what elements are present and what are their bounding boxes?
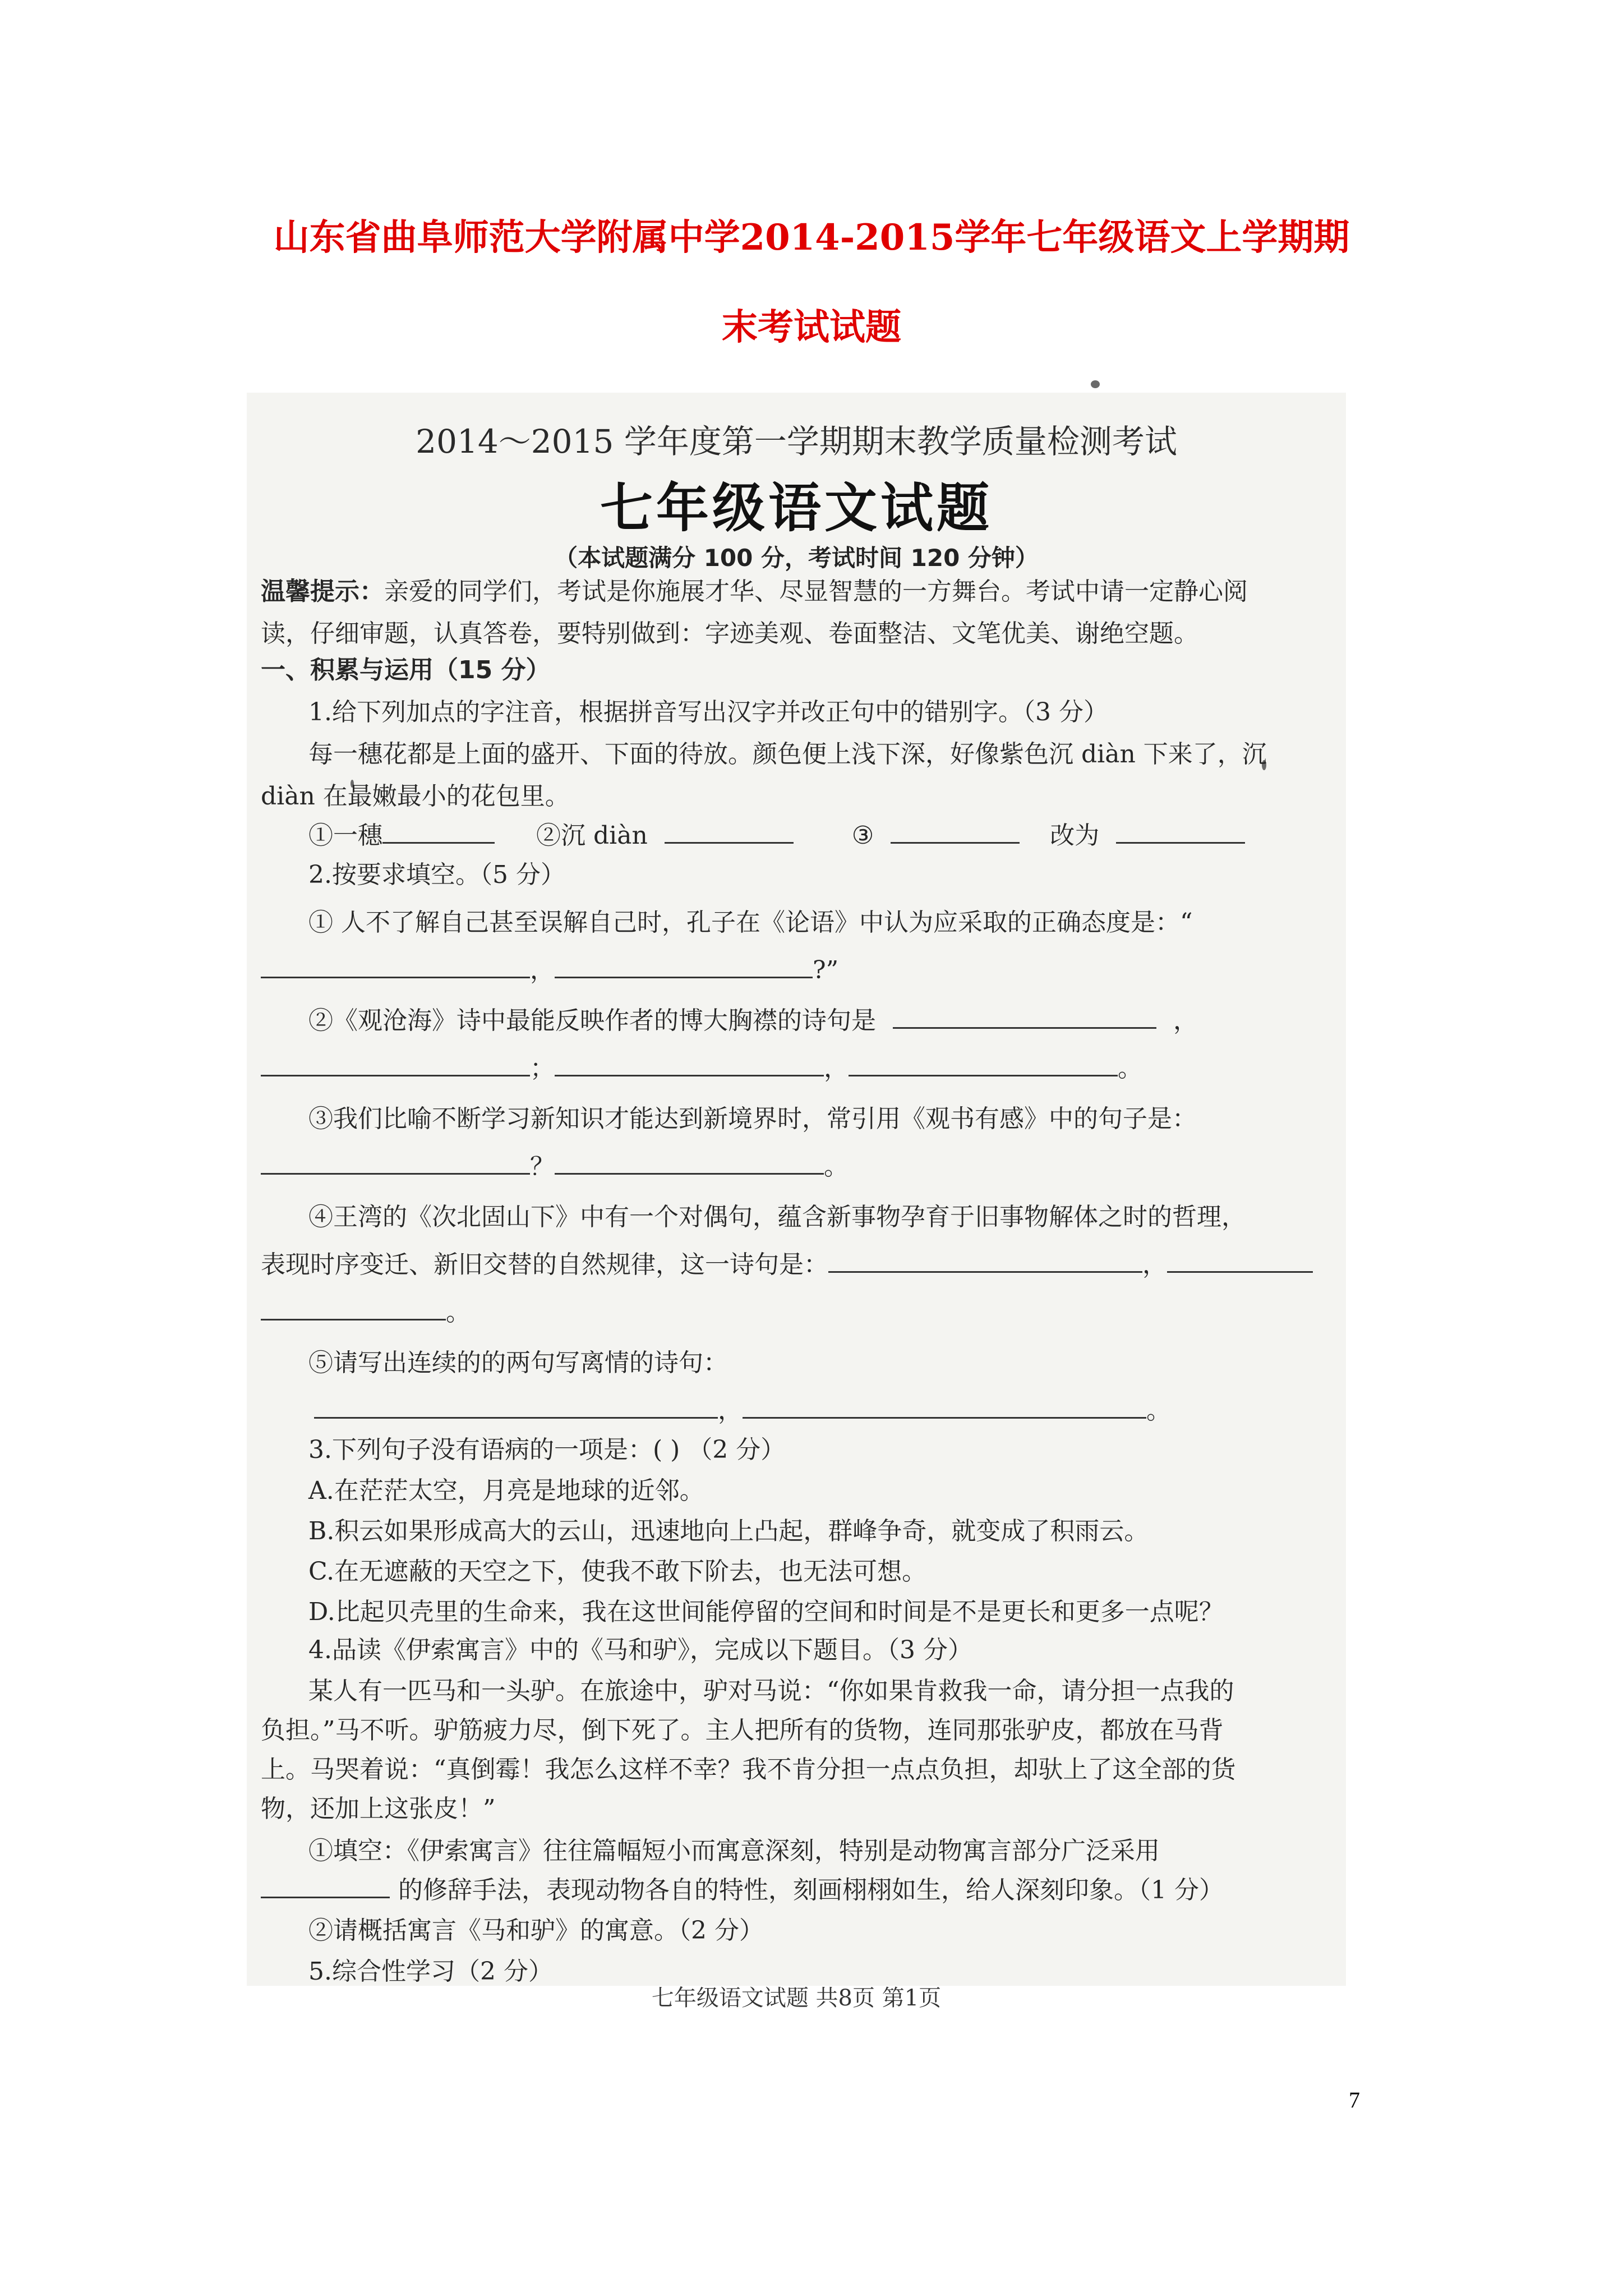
tip-line-1 — [261, 575, 1248, 609]
answer-blank[interactable] — [261, 1151, 530, 1175]
q4-1-text: 的修辞手法，表现动物各自的特性，刻画栩栩如生，给人深刻印象。（1 分） — [398, 1876, 1224, 1904]
question-4-text-1: 某人有一匹马和一头驴。在旅途中，驴对马说：“你如果肯救我一命，请分担一点我的 — [308, 1677, 1234, 1705]
answer-blank[interactable] — [743, 1395, 1146, 1419]
question-2-4-line-3: 。 — [261, 1296, 471, 1329]
document-title-line2: 末考试试题 — [722, 306, 901, 348]
question-1: 1.给下列加点的字注音，根据拼音写出汉字并改正句中的错别字。（3 分） — [308, 698, 1108, 726]
answer-blank[interactable] — [555, 1151, 824, 1175]
section-heading: 一、积累与运用（15 分） — [261, 656, 551, 684]
question-2-3: ③我们比喻不断学习新知识才能达到新境界时，常引用《观书有感》中的句子是： — [308, 1105, 1197, 1133]
answer-blank[interactable] — [891, 820, 1020, 844]
answer-blank[interactable] — [1167, 1249, 1313, 1273]
question-2-3-blanks: ？ 。 — [261, 1150, 849, 1184]
page-number: 7 — [1349, 2087, 1360, 2113]
answer-blank[interactable] — [314, 1395, 718, 1419]
q1-option-d: 改为 — [1050, 821, 1100, 850]
scan-speck — [1091, 380, 1100, 388]
question-3-option-d: D.比起贝壳里的生命来，我在这世间能停留的空间和时间是不是更长和更多一点呢？ — [308, 1598, 1224, 1626]
exam-header: 2014～2015 学年度第一学期期末教学质量检测考试 — [416, 422, 1177, 461]
question-1-options — [308, 819, 1245, 853]
answer-blank[interactable] — [665, 820, 794, 844]
question-2-4-line-1: ④王湾的《次北固山下》中有一个对偶句，蕴含新事物孕育于旧事物解体之时的哲理， — [308, 1203, 1246, 1231]
answer-blank[interactable] — [555, 1052, 824, 1076]
page-footer: 七年级语文试题 共8页 第1页 — [651, 1985, 942, 2011]
answer-blank[interactable] — [261, 1874, 390, 1898]
document-title-line1: 山东省曲阜师范大学附属中学2014-2015学年七年级语文上学期期 — [273, 217, 1350, 259]
question-4-1-line-2 — [261, 1874, 1224, 1907]
answer-blank[interactable] — [1116, 820, 1245, 844]
question-4-text-3: 上。马哭着说：“真倒霉！我怎么这样不幸？我不肯分担一点点负担，却驮上了这全部的货 — [261, 1755, 1236, 1784]
question-2-4-line-2: 表现时序变迁、新旧交替的自然规律，这一诗句是： ， — [261, 1248, 1313, 1282]
question-3-option-a: A.在茫茫太空，月亮是地球的近邻。 — [308, 1476, 704, 1505]
scanned-exam-page — [247, 393, 1346, 1986]
question-5: 5.综合性学习（2 分） — [308, 1957, 553, 1986]
q1-option-a: ①一穗 — [308, 821, 382, 850]
q1-option-c: ③ — [851, 821, 874, 850]
question-2-5: ⑤请写出连续的的两句写离情的诗句： — [308, 1349, 728, 1377]
tip-line-2: 读，仔细审题，认真答卷，要特别做到：字迹美观、卷面整洁、文笔优美、谢绝空题。 — [261, 619, 1198, 648]
answer-blank[interactable] — [382, 820, 495, 844]
tip-label: 温馨提示： — [261, 577, 384, 606]
exam-title: 七年级语文试题 — [600, 477, 993, 539]
answer-blank[interactable] — [261, 954, 530, 978]
answer-blank[interactable] — [261, 1296, 446, 1320]
question-2-5-blanks: ， 。 — [314, 1394, 1171, 1428]
question-3-option-b: B.积云如果形成高大的云山，迅速地向上凸起，群峰争奇，就变成了积雨云。 — [308, 1517, 1149, 1545]
question-4: 4.品读《伊索寓言》中的《马和驴》，完成以下题目。（3 分） — [308, 1636, 972, 1664]
q2-4-text: 表现时序变迁、新旧交替的自然规律，这一诗句是： — [261, 1250, 828, 1279]
answer-blank[interactable] — [849, 1052, 1118, 1076]
q2-2-text: ②《观沧海》诗中最能反映作者的博大胸襟的诗句是 — [308, 1006, 876, 1035]
question-4-text-4: 物，还加上这张皮！” — [261, 1795, 496, 1823]
answer-blank[interactable] — [893, 1005, 1156, 1029]
q2-1-end-mark: ?” — [813, 956, 839, 984]
question-2-1-blanks: ， ?” — [261, 954, 838, 987]
q1-option-b: ②沉 diàn — [536, 821, 648, 850]
question-4-2: ②请概括寓言《马和驴》的寓意。（2 分） — [308, 1916, 764, 1945]
question-1-text-1: 每一穗花都是上面的盛开、下面的待放。颜色便上浅下深，好像紫色沉 diàn 下来了，沉 — [308, 740, 1267, 769]
question-4-text-2: 负担。”马不听。驴筋疲力尽，倒下死了。主人把所有的货物，连同那张驴皮，都放在马背 — [261, 1716, 1224, 1745]
question-1-text-2: diàn 在最嫩最小的花包里。 — [261, 782, 570, 811]
question-2: 2.按要求填空。（5 分） — [308, 861, 565, 889]
exam-note: （本试题满分 100 分，考试时间 120 分钟） — [554, 544, 1039, 572]
question-3-option-c: C.在无遮蔽的天空之下，使我不敢下阶去，也无法可想。 — [308, 1557, 927, 1586]
answer-blank[interactable] — [828, 1249, 1142, 1273]
tip-text-1: 亲爱的同学们，考试是你施展才华、尽显智慧的一方舞台。考试中请一定静心阅 — [384, 577, 1248, 606]
question-2-2: ②《观沧海》诗中最能反映作者的博大胸襟的诗句是 ， — [308, 1004, 1198, 1038]
answer-blank[interactable] — [261, 1052, 530, 1076]
question-4-1-line-1: ①填空：《伊索寓言》往往篇幅短小而寓意深刻，特别是动物寓言部分广泛采用 — [308, 1837, 1160, 1865]
answer-blank[interactable] — [555, 954, 813, 978]
question-2-1: ① 人不了解自己甚至误解自己时，孔子在《论语》中认为应采取的正确态度是：“ — [308, 908, 1193, 937]
question-2-2-blanks: ； ， 。 — [261, 1052, 1142, 1085]
question-3: 3.下列句子没有语病的一项是：( ) （2 分） — [308, 1435, 786, 1464]
